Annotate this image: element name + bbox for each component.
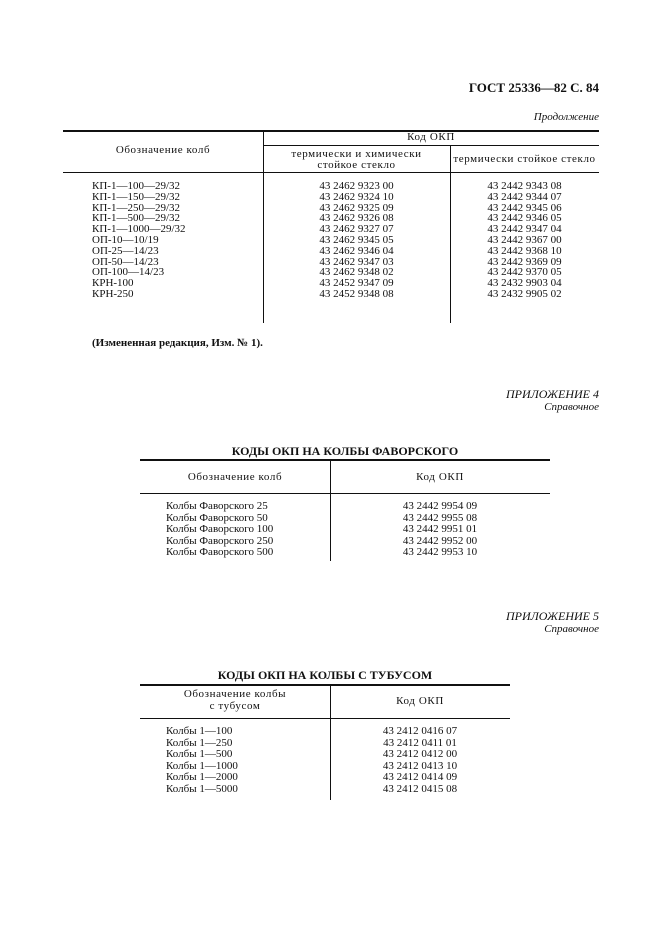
table-row-code: 43 2412 0411 01 bbox=[383, 736, 457, 749]
table-row-code-a: 43 2462 9327 07 bbox=[319, 223, 394, 236]
table-row-designation: Колбы 1—500 bbox=[166, 748, 233, 760]
appendix5-title: КОДЫ ОКП НА КОЛБЫ С ТУБУСОМ bbox=[217, 668, 433, 682]
table-row-code: 43 2412 0415 08 bbox=[382, 782, 458, 795]
table-row-code: 43 2442 9952 00 bbox=[402, 534, 478, 547]
table-row-code-b: 43 2442 9343 08 bbox=[487, 180, 562, 192]
table-row-code: 43 2412 0414 09 bbox=[382, 771, 458, 783]
table-row-designation: КРН-250 bbox=[92, 288, 134, 300]
table-row-code-b: 43 2442 9369 09 bbox=[487, 255, 562, 268]
appendix5-kind: Справочное bbox=[544, 623, 599, 635]
table-row-code-a: 43 2462 9345 05 bbox=[319, 234, 394, 246]
table-row-designation: КП-1—100—29/32 bbox=[92, 180, 180, 192]
table-row-designation: ОП-50—14/23 bbox=[92, 255, 159, 268]
table-row-designation: Колбы 1—5000 bbox=[166, 782, 238, 795]
continuation-label: Продолжение bbox=[533, 111, 599, 123]
table-row-designation: Колбы Фаворского 250 bbox=[166, 534, 274, 547]
col-header-designation: Обозначение колб bbox=[187, 471, 283, 483]
table-row-code-b: 43 2442 9347 04 bbox=[487, 223, 562, 236]
table-row-designation: Колбы 1—100 bbox=[166, 725, 233, 737]
table-row-code-a: 43 2462 9348 02 bbox=[319, 266, 394, 279]
col-header-designation-line2: с тубусом bbox=[209, 700, 261, 712]
table-row-code-a: 43 2462 9347 03 bbox=[319, 255, 394, 268]
table-row-designation: Колбы 1—2000 bbox=[166, 771, 238, 783]
table-row-code-a: 43 2462 9324 10 bbox=[319, 190, 394, 203]
col-header-code: Код ОКП bbox=[396, 695, 444, 707]
table-row-designation: Колбы Фаворского 500 bbox=[166, 546, 274, 558]
appendix4-kind: Справочное bbox=[544, 401, 599, 413]
table-row-code: 43 2442 9954 09 bbox=[402, 500, 478, 512]
table-row-designation: КРН-100 bbox=[92, 277, 134, 290]
table-row-designation: КП-1—150—29/32 bbox=[92, 190, 180, 203]
table-row-code-a: 43 2462 9326 08 bbox=[319, 212, 394, 225]
table-row-code-a: 43 2462 9323 00 bbox=[319, 180, 394, 192]
table-row-code: 43 2442 9951 01 bbox=[402, 523, 478, 535]
table-row-code: 43 2412 0416 07 bbox=[382, 725, 458, 737]
table-row-code-a: 43 2452 9348 08 bbox=[319, 288, 394, 300]
table-row-code-b: 43 2442 9370 05 bbox=[487, 266, 562, 279]
appendix4-label: ПРИЛОЖЕНИЕ 4 bbox=[506, 387, 599, 401]
table-row-designation: ОП-25—14/23 bbox=[92, 244, 159, 257]
col-header-code: Код ОКП bbox=[416, 471, 464, 483]
table-row-code-b: 43 2442 9346 05 bbox=[487, 212, 562, 225]
table-row-code: 43 2412 0413 10 bbox=[382, 759, 458, 772]
table-row-code-b: 43 2432 9903 04 bbox=[487, 277, 562, 290]
table-row-code: 43 2412 0412 00 bbox=[382, 748, 458, 760]
col-header-code: Код ОКП bbox=[407, 131, 455, 143]
table-row-designation: ОП-10—10/19 bbox=[92, 234, 159, 246]
table-row-code-b: 43 2442 9368 10 bbox=[487, 244, 562, 257]
appendix4-title: КОДЫ ОКП НА КОЛБЫ ФАВОРСКОГО bbox=[231, 444, 459, 458]
table-row-designation: КП-1—1000—29/32 bbox=[92, 223, 186, 236]
table-row-designation: КП-1—250—29/32 bbox=[92, 201, 180, 214]
table-row-code-a: 43 2452 9347 09 bbox=[319, 277, 394, 290]
table-row-code-b: 43 2432 9905 02 bbox=[487, 288, 562, 300]
table-row-designation: ОП-100—14/23 bbox=[92, 266, 165, 279]
table-row-code-b: 43 2442 9344 07 bbox=[487, 190, 562, 203]
table-row-designation: Колбы Фаворского 100 bbox=[166, 523, 274, 535]
table-row-designation: Колбы Фаворского 50 bbox=[166, 511, 268, 524]
table-row-designation: Колбы 1—1000 bbox=[166, 759, 238, 772]
table-row-code-a: 43 2462 9325 09 bbox=[319, 201, 394, 214]
sub-col-header-b: термически стойкое стекло bbox=[453, 153, 596, 165]
table-row-code-a: 43 2462 9346 04 bbox=[319, 244, 394, 257]
page-header: ГОСТ 25336—82 С. 84 bbox=[468, 80, 599, 95]
sub-col-header-a-line2: стойкое стекло bbox=[317, 159, 396, 171]
table-row-code-b: 43 2442 9367 00 bbox=[487, 234, 562, 246]
table-row-code: 43 2442 9953 10 bbox=[402, 546, 478, 558]
table-row-code: 43 2442 9955 08 bbox=[402, 511, 478, 524]
table-row-designation: Колбы Фаворского 25 bbox=[166, 500, 268, 512]
col-header-designation-line1: Обозначение колбы bbox=[183, 688, 287, 700]
col-header-designation: Обозначение колб bbox=[115, 144, 211, 156]
table-row-code-b: 43 2442 9345 06 bbox=[487, 201, 562, 214]
revision-note: (Измененная редакция, Изм. № 1). bbox=[92, 337, 263, 349]
appendix5-label: ПРИЛОЖЕНИЕ 5 bbox=[506, 609, 599, 623]
table-row-designation: Колбы 1—250 bbox=[166, 736, 233, 749]
table-row-designation: КП-1—500—29/32 bbox=[92, 212, 180, 225]
sub-col-header-a-line1: термически и химически bbox=[291, 148, 422, 160]
